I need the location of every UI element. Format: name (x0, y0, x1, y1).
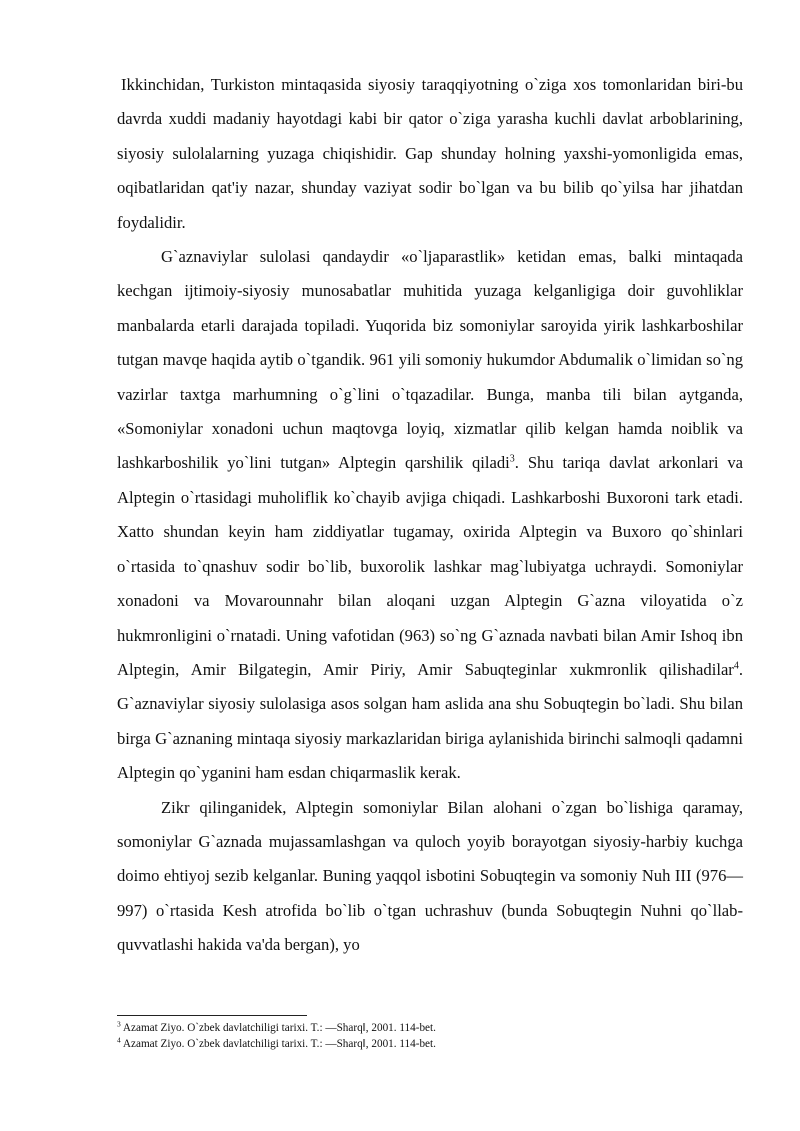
footnote-reference[interactable]: 3 (509, 453, 515, 465)
footnote-reference[interactable]: 4 (733, 660, 739, 672)
footnote-separator (117, 1015, 307, 1016)
footnote-number: 4 (117, 1035, 121, 1045)
footnote-text: Azamat Ziyo. O`zbek davlatchiligi tarixi. T.: —Sharq‖, 2001. 114-bet. (120, 1038, 436, 1050)
paragraph-text: G`aznaviylar sulolasi qandaydir «o`ljaparastlik» ketidan emas, balki mintaqada kechgan ijtimoiy-siyosiy munosabatlar muhitida yuzaga kelganligiga doir guvohliklar manbalarda etarli darajada topiladi. Yuqorida biz somoniylar saroyida yirik lashkarboshilar tutgan mavqe haqida aytib o`tgandik. 961 yili somoniy hukumdor Abdumalik o`limidan so`ng vazirlar taxtga marhumning o`g`lini o`tqazadilar. Bunga, manba tili bilan aytganda, «Somoniylar xonadoni uchun maqtovga loyiq, xizmatlar qilib kelgan hamda noiblik va lashkarboshilik yo`lini tutgan» Alptegin qarshilik qiladi (117, 247, 743, 473)
paragraph (117, 240, 743, 791)
footnote-text: Azamat Ziyo. O`zbek davlatchiligi tarixi. T.: —Sharq‖, 2001. 114-bet. (120, 1022, 436, 1034)
footnote (117, 1020, 743, 1036)
paragraph-text: . G`aznaviylar siyosiy sulolasiga asos solgan ham aslida ana shu Sobuqtegin bo`ladi. Shu bilan birga G`aznaning mintaqa siyosiy markazlaridan biriga aylanishida birinchi salmoqli qadamni Alptegin qo`yganini ham esdan chiqarmaslik kerak. (117, 659, 743, 783)
paragraph-text: . Shu tariqa davlat arkonlari va Alptegin o`rtasidagi muholiflik ko`chayib avjiga chiqadi. Lashkarboshi Buxoroni tark etadi. Xatto shundan keyin ham ziddiyatlar tugamay, oxirida Alptegin va Buxoro qo`shinlari o`rtasida to`qnashuv sodir bo`lib, buxorolik lashkar mag`lubiyatga uchraydi. Somoniylar xonadoni va Movarounnahr bilan aloqani uzgan Alptegin G`azna viloyatida o`z hukmronligini o`rnatadi. Uning vafotidan (963) so`ng G`aznada navbati bilan Amir Ishoq ibn Alptegin, Amir Bilgategin, Amir Piriy, Amir Sabuqteginlar xukmronlik qilishadilar (117, 453, 744, 679)
paragraph-text: Zikr qilinganidek, Alptegin somoniylar Bilan alohani o`zgan bo`lishiga qaramay, somoniylar G`aznada mujassamlashgan va quloch yoyib borayotgan siyosiy-harbiy kuchga doimo ehtiyoj sezib kelganlar. Buning yaqqol isbotini Sobuqtegin va somoniy Nuh III (976—997) o`rtasida Kesh atrofida bo`lib o`tgan uchrashuv (bunda Sobuqtegin Nuhni qo`llab-quvvatlashi hakida va'da bergan), yo (117, 797, 743, 955)
paragraph (117, 791, 743, 963)
footnote (117, 1036, 743, 1052)
paragraph-text: Ikkinchidan, Turkiston mintaqasida siyosiy taraqqiyotning o`ziga xos tomonlaridan biri-bu davrda xuddi madaniy hayotdagi kabi bir qator o`ziga yarasha kuchli davlat arboblarining, siyosiy sulolalarning yuzaga chiqishidir. Gap shunday holning yaxshi-yomonligida emas, oqibatlaridan qat'iy nazar, shunday vaziyat sodir bo`lgan va bu bilib qo`yilsa har jihatdan foydalidir. (117, 75, 743, 232)
paragraph (117, 68, 743, 240)
footnote-number: 3 (117, 1019, 121, 1029)
footnotes (117, 1020, 743, 1052)
document-body (117, 68, 743, 963)
